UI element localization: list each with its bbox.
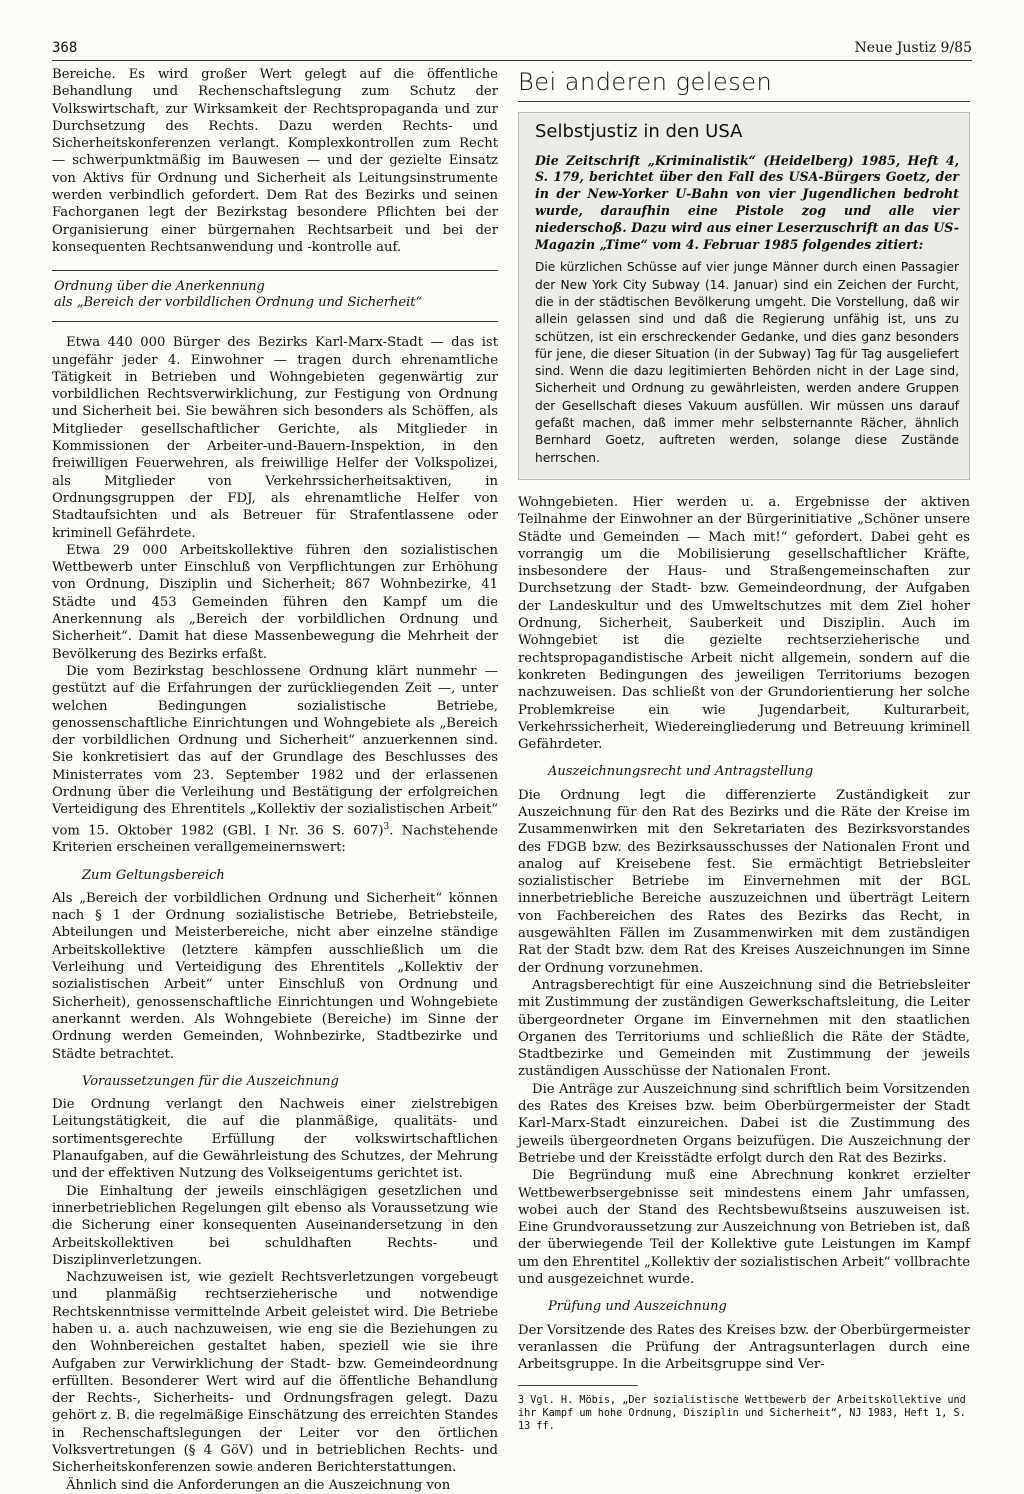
journal-issue: Neue Justiz 9/85 [854,40,972,56]
footnote-rule [518,1385,638,1386]
paragraph: Die Begründung muß eine Abrechnung konkret erzielter Wettbewerbsergebnisse seit mindestens einem Jahr umfassen, wobei auch der Stand des Rechtsbewußtseins auszuweisen ist. Eine Grundvoraussetzung zur Auszeichnung von Betrieben ist, daß der überwiegende Teil der Kollektive gute Leistungen im Kampf um den Ehrentitel „Kollektiv der sozialistischen Arbeit“ vollbrachte und ausgezeichnet wurde. [518,1168,970,1287]
paragraph-text: . Nachstehende Kriterien erscheinen verallgemeinernswert: [52,822,498,856]
paragraph: Antragsberechtigt für eine Auszeichnung sind die Betriebsleiter mit Zustimmung der zuständigen Gewerkschaftsleitung, die Leiter übergeordneter Organe im Einvernehmen mit den staatlichen Organen des Territoriums und schließlich die Räte der Städte, Stadtbezirke und Gemeinden mit Zustimmung der jeweils zuständigen Ausschüsse der Nationalen Front. [518,977,970,1080]
paragraph: Als „Bereich der vorbildlichen Ordnung und Sicherheit“ können nach § 1 der Ordnung sozialistische Betriebe, Betriebsteile, Abteilungen und Meisterbereiche, nicht aber einzelne ständige Arbeitskollektive (letztere kämpfen ausschließlich um die Verleihung und Verteidigung des Ehrentitels „Kollektiv der sozialistischen Arbeit“ unter Einschluß von Ordnung und Sicherheit), genossenschaftliche Einrichtungen und Wohngebiete anerkannt werden. Als Wohngebiete (Bereiche) im Sinne der Ordnung werden Gemeinden, Wohnbezirke, Stadtbezirke und Städte betrachtet. [52,890,498,1062]
page-header [52,40,972,62]
section-heading-line: als „Bereich der vorbildlichen Ordnung und Sicherheit“ [54,295,423,311]
paragraph: Bereiche. Es wird großer Wert gelegt auf die öffentliche Behandlung und Rechenschaftslegung zum Schutz der Volkswirtschaft, zur Wirksamkeit der Rechtspropaganda und zur Durchsetzung des Rechts. Dazu werden Rechts- und Sicherheitskonferenzen verlangt. Komplexkontrollen zum Recht — schwerpunktmäßig im Bauwesen — und der gezielte Einsatz von Aktivs für Ordnung und Sicherheit als Leitungsinstrumente werden verbindlich gefordert. Dem Rat des Bezirks und seinen Fachorganen legt der Bezirkstag besondere Pflichten bei der Organisierung einer bürgernahen Rechtsarbeit und bei der konsequenten Rechtsanwendung und -kontrolle auf. [52,67,498,255]
paragraph: Wohngebieten. Hier werden u. a. Ergebnisse der aktiven Teilnahme der Einwohner an der Bürgerinitiative „Schöner unsere Städte und Gemeinden — Mach mit!“ gefordert. Dabei geht es vorrangig um die Mobilisierung gesellschaftlicher Kräfte, insbesondere der Haus- und Straßengemeinschaften zur Durchsetzung der Stadt- bzw. Gemeindeordnung, der Aufgaben der Landeskultur und des Umweltschutzes mit dem Ziel hoher Ordnung, Sicherheit, Sauberkeit und Disziplin. Auch im Wohngebiet ist die gezielte rechtserzieherische und rechtspropagandistische Arbeit nicht allgemein, sondern auf die konkreten Bedingungen des jeweiligen Territoriums bezogen nachzuweisen. Das schließt von der Grundorientierung her solche Problemkreise ein wie Jugendarbeit, Kulturarbeit, Verkehrssicherheit, Wiedereingliederung und Betreuung kriminell Gefährdeter. [518,494,970,753]
inset-quote: Die kürzlichen Schüsse auf vier junge Männer durch einen Passagier der New York City Subway (14. Januar) sind ein Zeichen der Furcht, die in der städtischen Bevölkerung umgeht. Die Vorstellung, daß wir allein gelassen sind und daß die Regierung unfähig ist, uns zu schützen, ist ein erschreckender Gedanke, und dies ganz besonders für jene, die dieser Situation (in der Subway) Tag für Tag ausgeliefert sind. Wenn die dazu legitimierten Behörden nicht in der Lage sind, Sicherheit und Ordnung zu gewährleisten, werden andere Gruppen der Gesellschaft dieses Vakuum ausfüllen. Wir müssen uns darauf gefaßt machen, daß immer mehr selbsternannte Rächer, ähnlich Bernhard Goetz, auftreten werden, solange diese Zustände herrschen. [535,260,959,465]
footnote: 3 Vgl. H. Möbis, „Der sozialistische Wettbewerb der Arbeitskollektive und ihr Kampf um hohe Ordnung, Disziplin und Sicherheit“, NJ 1983, Heft 1, S. 13 ff. [518,1395,966,1433]
paragraph: Die Ordnung verlangt den Nachweis einer zielstrebigen Leitungstätigkeit, die auf die planmäßige, qualitäts- und sortimentsgerechte Erfüllung der volkswirtschaftlichen Planaufgaben, auf die Gewährleistung des Schutzes, der Mehrung und der effektiven Nutzung des Volkseigentums gerichtet ist. [52,1097,498,1182]
subheading: Voraussetzungen für die Auszeichnung [82,1073,339,1089]
footnote-marker: 3 [383,821,390,832]
page-number: 368 [52,40,78,56]
subheading: Zum Geltungsbereich [82,867,225,883]
section-heading-line: Ordnung über die Anerkennung [54,279,265,295]
subheading: Auszeichnungsrecht und Antragstellung [548,764,814,780]
paragraph: Ähnlich sind die Anforderungen an die Auszeichnung von [66,1477,451,1493]
section-heading-box [52,270,498,322]
paragraph: Nachzuweisen ist, wie gezielt Rechtsverletzungen vorgebeugt und planmäßig rechtserzieherische und notwendige Rechtskenntnisse vermittelnde Arbeit geleistet wird. Die Betriebe haben u. a. auch nachzuweisen, wie eng sie die Beziehungen zu den Wohnbereichen gestaltet haben, speziell wie sie ihre Aufgaben zur Verwirklichung der Stadt- bzw. Gemeindeordnung erfüllten. Besonderer Wert wird auf die öffentliche Behandlung der Rechts-, Sicherheits- und Ordnungsfragen gelegt. Dazu gehört z. B. die regelmäßige Einschätzung des erreichten Standes in Rechenschaftslegungen der Leiter vor den örtlichen Volksvertretungen (§ 4 GöV) und in betrieblichen Rechts- und Sicherheitskonferenzen sowie anderen Berichterstattungen. [52,1270,498,1476]
inset-lead: Die Zeitschrift „Kriminalistik“ (Heidelberg) 1985, Heft 4, S. 179, berichtet über den Fall des USA-Bürgers Goetz, der in der New-Yorker U-Bahn von vier Jugendlichen bedroht wurde, daraufhin eine Pistole zog und alle vier niederschoß. Dazu wird aus einer Leserzuschrift an das US-Magazin „Time“ vom 4. Februar 1985 folgendes zitiert: [535,152,959,252]
inset-box [518,112,970,480]
paragraph [52,663,498,857]
paragraph: Etwa 29 000 Arbeitskollektive führen den sozialistischen Wettbewerb unter Einschluß von Verpflichtungen zur Erhöhung von Ordnung, Disziplin und Sicherheit; 867 Wohnbezirke, 41 Städte und 453 Gemeinden führen den Kampf um die Anerkennung als „Bereich der vorbildlichen Ordnung und Sicherheit“. Damit hat diese Massenbewegung die Mehrheit der Bevölkerung des Bezirks erfaßt. [52,542,498,662]
right-column [518,66,970,1433]
paragraph: Die Ordnung legt die differenzierte Zuständigkeit zur Auszeichnung für den Rat des Bezirks und die Räte der Kreise im Zusammenwirken mit den Sekretariaten des Bezirksvorstandes des FDGB bzw. des Bezirksausschusses der Nationalen Front und analog auf Kreisebene fest. Sie ermächtigt Betriebsleiter sozialistischer Betriebe im Einvernehmen mit der BGL innerbetriebliche Bereiche auszuzeichnen und überträgt Leitern von Fachbereichen des Rates des Bezirks das Recht, in ausgewählten Fällen im Zusammenwirken mit dem zuständigen Rat der Stadt bzw. dem Rat des Kreises Auszeichnungen im Sinne der Ordnung vorzunehmen. [518,787,970,976]
header-rule [52,60,972,61]
paragraph: Die Anträge zur Auszeichnung sind schriftlich beim Vorsitzenden des Rates des Kreises bzw. beim Oberbürgermeister der Stadt Karl-Marx-Stadt einzureichen. Dabei ist die Zustimmung des jeweils übergeordneten Organs beizufügen. Die Auszeichnung der Betriebe und der Kreisstädte erfolgt durch den Rat des Bezirks. [518,1081,970,1166]
inset-title: Selbstjustiz in den USA [535,121,743,143]
paragraph: Der Vorsitzende des Rates des Kreises bzw. der Oberbürgermeister veranlassen die Prüfung der Antragsunterlagen durch eine Arbeitsgruppe. In die Arbeitsgruppe sind Ver- [518,1322,970,1373]
left-column [52,66,498,1494]
paragraph: Etwa 440 000 Bürger des Bezirks Karl-Marx-Stadt — das ist ungefähr jeder 4. Einwohner — tragen durch ehrenamtliche Tätigkeit in Betrieben und Wohngebieten gegenwärtig zur vorbildlichen Rechtsverwirklichung, zur Festigung von Ordnung und Sicherheit bei. Sie bewähren sich besonders als Schöffen, als Mitglieder gesellschaftlicher Gerichte, als Mitglieder in Kommissionen der Arbeiter-und-Bauern-Inspektion, in den freiwilligen Feuerwehren, als freiwillige Helfer der Volkspolizei, als Mitglieder von Verkehrssicherheitsaktiven, in Ordnungsgruppen der FDJ, als ehrenamtliche Helfer von Stadtaufsichten und als Betreuer für Strafentlassene oder kriminell Gefährdete. [52,335,498,541]
subheading: Prüfung und Auszeichnung [548,1299,727,1315]
rubric-title: Bei anderen gelesen [518,66,970,102]
paragraph-text: Die vom Bezirkstag beschlossene Ordnung klärt nunmehr — gestützt auf die Erfahrungen der zurückliegenden Zeit —, unter welchen Bedingungen sozialistische Betriebe, genossenschaftliche Einrichtungen und Wohngebiete als „Bereich der vorbildlichen Ordnung und Sicherheit“ anzuerkennen sind. Sie konkretisiert das auf der Grundlage des Beschlusses des Ministerrates vom 23. September 1982 und der erlassenen Ordnung über die Verleihung und Bestätigung der erfolgreichen Verteidigung des Ehrentitels „Kollektiv der sozialistischen Arbeit“ vom 15. Oktober 1982 (GBl. I Nr. 36 S. 607) [52,663,498,838]
paragraph: Die Einhaltung der jeweils einschlägigen gesetzlichen und innerbetrieblichen Regelungen gilt ebenso als Voraussetzung wie die Sicherung einer konsequenten Auseinandersetzung in den Arbeitskollektiven bei schuldhaften Rechts- und Disziplinverletzungen. [52,1183,498,1268]
